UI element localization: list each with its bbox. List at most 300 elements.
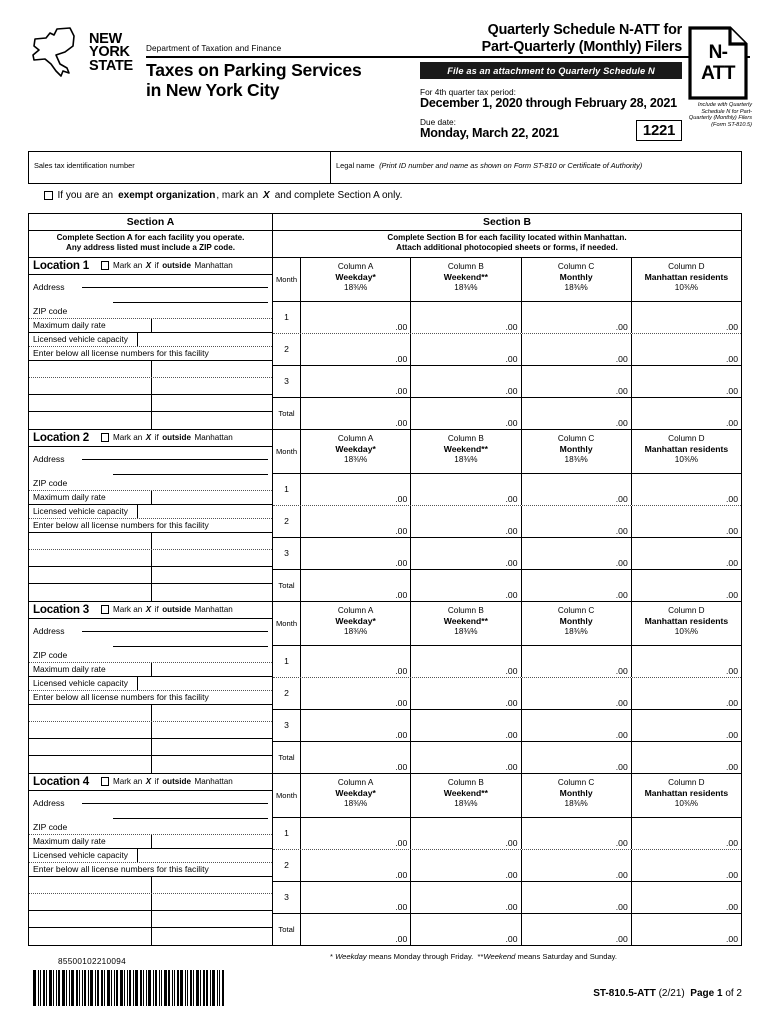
- column-name: Weekday*: [335, 615, 376, 626]
- mark-text-if: if: [154, 605, 159, 614]
- outside-manhattan-marker[interactable]: [101, 261, 233, 270]
- exempt-text-before: If you are an: [57, 190, 114, 201]
- amount-cell[interactable]: [632, 474, 741, 505]
- amount-cell[interactable]: [411, 850, 521, 881]
- amount-cell[interactable]: [522, 710, 632, 741]
- address-input-line-1[interactable]: [82, 803, 268, 804]
- exempt-text-mid: , mark an: [216, 190, 259, 201]
- mark-text-manhattan: Manhattan: [194, 261, 233, 270]
- amount-placeholder: .00: [395, 761, 408, 772]
- amount-placeholder: .00: [505, 761, 518, 772]
- legal-name-label: Legal name: [336, 161, 375, 170]
- logo-line-york: YORK: [89, 44, 130, 61]
- column-id: Column D: [668, 605, 705, 615]
- license-number-input-left[interactable]: [29, 533, 152, 549]
- amount-placeholder: .00: [615, 321, 628, 332]
- license-number-input-right[interactable]: [152, 412, 272, 429]
- column-tax-rate: 18⅜%: [344, 282, 368, 292]
- column-id: Column A: [337, 433, 374, 443]
- max-daily-rate-input[interactable]: [152, 491, 272, 504]
- amount-row: [273, 818, 741, 850]
- outside-manhattan-checkbox[interactable]: [101, 261, 110, 270]
- license-number-input-right[interactable]: [152, 877, 272, 893]
- location-title-row: [29, 258, 272, 275]
- amount-placeholder: .00: [615, 417, 628, 428]
- month-cell: 2: [273, 678, 301, 709]
- amount-cell[interactable]: [522, 818, 632, 849]
- amount-cell[interactable]: [301, 366, 411, 397]
- amount-row: [273, 474, 741, 506]
- month-cell: 2: [273, 334, 301, 365]
- amount-row: [273, 710, 741, 742]
- barcode-bar: [185, 970, 186, 1006]
- license-number-input-right[interactable]: [152, 722, 272, 738]
- license-number-input-left[interactable]: [29, 739, 152, 755]
- barcode-bar: [43, 970, 45, 1006]
- section-instructions-row: [29, 231, 741, 258]
- amount-cell[interactable]: [522, 678, 632, 709]
- amount-placeholder: .00: [505, 417, 518, 428]
- amount-cell[interactable]: [411, 302, 521, 333]
- amount-cell[interactable]: [522, 570, 632, 601]
- month-cell: 3: [273, 710, 301, 741]
- amount-placeholder: .00: [726, 525, 738, 536]
- license-number-input-left[interactable]: [29, 567, 152, 583]
- license-number-input-left[interactable]: [29, 361, 152, 377]
- license-number-input-left[interactable]: [29, 894, 152, 910]
- license-number-input-right[interactable]: [152, 894, 272, 910]
- exempt-bold-label: exempt organization: [118, 190, 216, 201]
- barcode-bar: [104, 970, 105, 1006]
- licensed-capacity-input[interactable]: [138, 505, 272, 518]
- barcode-bar: [174, 970, 175, 1006]
- amount-cell[interactable]: [411, 366, 521, 397]
- month-cell: 3: [273, 882, 301, 913]
- barcode-bar: [116, 970, 118, 1006]
- amount-cell[interactable]: [522, 334, 632, 365]
- barcode-bar: [46, 970, 47, 1006]
- location-block: [29, 774, 741, 945]
- mark-text-outside: outside: [162, 777, 191, 786]
- month-cell: 1: [273, 302, 301, 333]
- amount-cell[interactable]: [301, 850, 411, 881]
- address-input-line-2[interactable]: [113, 818, 268, 819]
- license-number-input-right[interactable]: [152, 705, 272, 721]
- outside-manhattan-marker[interactable]: [101, 777, 233, 786]
- outside-manhattan-marker[interactable]: [101, 433, 233, 442]
- amount-placeholder: .00: [615, 493, 628, 504]
- amount-placeholder: .00: [395, 869, 408, 880]
- mark-text-before: Mark an: [112, 433, 143, 442]
- amount-placeholder: .00: [615, 933, 628, 944]
- barcode-bar: [155, 970, 157, 1006]
- amount-cell[interactable]: [301, 302, 411, 333]
- max-daily-rate-label: Maximum daily rate: [29, 835, 152, 848]
- amount-cell[interactable]: [301, 710, 411, 741]
- barcode-bar: [53, 970, 54, 1006]
- column-header-row: [273, 258, 741, 302]
- amount-cell[interactable]: [632, 398, 741, 429]
- license-number-input-left[interactable]: [29, 756, 152, 773]
- amount-cell[interactable]: [411, 818, 521, 849]
- license-number-input-left[interactable]: [29, 550, 152, 566]
- address-input-line-1[interactable]: [82, 287, 268, 288]
- location-blocks-container: [29, 258, 741, 945]
- form-number-footer: [593, 988, 742, 999]
- mark-text-before: Mark an: [112, 777, 143, 786]
- amount-placeholder: .00: [615, 761, 628, 772]
- amount-cell[interactable]: [301, 742, 411, 773]
- address-input-line-1[interactable]: [82, 631, 268, 632]
- license-number-input-right[interactable]: [152, 550, 272, 566]
- amount-cell[interactable]: [301, 914, 411, 945]
- licensed-capacity-label: Licensed vehicle capacity: [29, 677, 138, 690]
- barcode-bar: [196, 970, 199, 1006]
- license-number-input-right[interactable]: [152, 756, 272, 773]
- amount-placeholder: .00: [505, 321, 518, 332]
- amount-cell[interactable]: [301, 474, 411, 505]
- barcode-bar: [219, 970, 220, 1006]
- license-number-input-right[interactable]: [152, 739, 272, 755]
- outside-manhattan-marker[interactable]: [101, 605, 233, 614]
- column-id: Column C: [557, 777, 595, 787]
- amount-cell[interactable]: [411, 398, 521, 429]
- column-footnotes: [330, 952, 617, 961]
- amount-cell[interactable]: [411, 474, 521, 505]
- outside-manhattan-checkbox[interactable]: [101, 777, 110, 786]
- amount-cell[interactable]: [301, 678, 411, 709]
- column-header-cell: [301, 602, 411, 645]
- amount-cell[interactable]: [522, 366, 632, 397]
- barcode-bar: [124, 970, 125, 1006]
- amount-cell[interactable]: [522, 914, 632, 945]
- license-number-input-left[interactable]: [29, 911, 152, 927]
- zip-code-row[interactable]: [29, 821, 272, 835]
- amount-cell[interactable]: [632, 302, 741, 333]
- address-row[interactable]: [29, 275, 272, 305]
- amount-cell[interactable]: [632, 334, 741, 365]
- month-cell: 3: [273, 538, 301, 569]
- page-total: of 2: [725, 988, 742, 999]
- amount-cell[interactable]: [632, 914, 741, 945]
- column-id: Column D: [668, 777, 705, 787]
- barcode-bar: [161, 970, 162, 1006]
- month-cell: 1: [273, 474, 301, 505]
- amount-cell[interactable]: [411, 882, 521, 913]
- column-header-row: [273, 774, 741, 818]
- license-numbers-header: [29, 519, 272, 533]
- amount-cell[interactable]: [522, 850, 632, 881]
- license-numbers-header: [29, 863, 272, 877]
- month-column-label: Month: [273, 430, 301, 473]
- barcode-bar: [88, 970, 89, 1006]
- attachment-banner: File as an attachment to Quarterly Schedule N: [420, 62, 682, 79]
- amount-placeholder: .00: [395, 589, 408, 600]
- amount-cell[interactable]: [301, 398, 411, 429]
- barcode-bar: [62, 970, 65, 1006]
- license-numbers-header: [29, 347, 272, 361]
- amount-placeholder: .00: [505, 869, 518, 880]
- license-number-input-left[interactable]: [29, 395, 152, 411]
- amount-placeholder: .00: [726, 589, 738, 600]
- amount-cell[interactable]: [632, 818, 741, 849]
- sales-tax-id-field[interactable]: [29, 152, 331, 183]
- license-number-row: [29, 567, 272, 584]
- max-daily-rate-label: Maximum daily rate: [29, 319, 152, 332]
- zip-code-row[interactable]: [29, 305, 272, 319]
- amount-placeholder: .00: [726, 697, 738, 708]
- section-b-location-panel: [273, 602, 741, 773]
- license-number-input-right[interactable]: [152, 378, 272, 394]
- amount-placeholder: .00: [615, 525, 628, 536]
- amount-cell[interactable]: [632, 710, 741, 741]
- amount-cell[interactable]: [301, 818, 411, 849]
- sales-tax-id-label: Sales tax identification number: [34, 161, 135, 170]
- license-number-input-right[interactable]: [152, 928, 272, 945]
- column-tax-rate: 18⅜%: [454, 626, 478, 636]
- amount-cell[interactable]: [632, 850, 741, 881]
- mark-text-manhattan: Manhattan: [194, 605, 233, 614]
- barcode-bar: [168, 970, 170, 1006]
- section-a-instructions: [29, 231, 273, 257]
- barcode-bar: [90, 970, 93, 1006]
- license-number-input-right[interactable]: [152, 567, 272, 583]
- amount-row: [273, 302, 741, 334]
- address-label: Address: [33, 453, 65, 464]
- amount-placeholder: .00: [395, 353, 408, 364]
- amount-cell[interactable]: [301, 334, 411, 365]
- amount-cell[interactable]: [632, 538, 741, 569]
- license-number-row: [29, 705, 272, 722]
- amount-cell[interactable]: [411, 646, 521, 677]
- amount-cell[interactable]: [632, 742, 741, 773]
- amount-cell[interactable]: [411, 538, 521, 569]
- column-tax-rate: 18⅜%: [454, 454, 478, 464]
- column-id: Column C: [557, 261, 595, 271]
- amount-cell[interactable]: [632, 646, 741, 677]
- amount-cell[interactable]: [632, 366, 741, 397]
- max-daily-rate-input[interactable]: [152, 835, 272, 848]
- section-b-instructions: [273, 231, 741, 257]
- taxpayer-identification-row: [28, 151, 742, 184]
- license-number-row: [29, 739, 272, 756]
- mark-text-manhattan: Manhattan: [194, 777, 233, 786]
- section-b-location-panel: [273, 430, 741, 601]
- license-number-input-right[interactable]: [152, 584, 272, 601]
- section-a-location-panel: [29, 430, 273, 601]
- amount-cell[interactable]: [522, 474, 632, 505]
- month-cell: 1: [273, 818, 301, 849]
- exempt-text-after: and complete Section A only.: [274, 190, 403, 201]
- amount-cell[interactable]: [632, 570, 741, 601]
- license-number-input-left[interactable]: [29, 412, 152, 429]
- column-tax-rate: 18⅜%: [564, 798, 588, 808]
- column-id: Column A: [337, 261, 374, 271]
- licensed-capacity-label: Licensed vehicle capacity: [29, 849, 138, 862]
- license-number-input-left[interactable]: [29, 877, 152, 893]
- amount-cell[interactable]: [632, 678, 741, 709]
- address-input-line-2[interactable]: [113, 646, 268, 647]
- amount-placeholder: .00: [615, 837, 628, 848]
- amount-placeholder: .00: [505, 557, 518, 568]
- ny-logo-wordmark: [89, 30, 133, 74]
- amount-cell[interactable]: [522, 302, 632, 333]
- amount-cell[interactable]: [522, 742, 632, 773]
- amount-cell[interactable]: [522, 882, 632, 913]
- amount-placeholder: .00: [395, 557, 408, 568]
- section-b-location-panel: [273, 774, 741, 945]
- amount-cell[interactable]: [411, 334, 521, 365]
- amount-cell[interactable]: [522, 398, 632, 429]
- location-title: Location 3: [33, 603, 89, 616]
- location-block: [29, 602, 741, 774]
- barcode-bar: [129, 970, 131, 1006]
- month-column-label: Month: [273, 258, 301, 301]
- schedule-title-line-1: Quarterly Schedule N-ATT for: [487, 22, 682, 38]
- licensed-capacity-input[interactable]: [138, 333, 272, 346]
- legal-name-hint: (Print ID number and name as shown on Form ST-810 or Certificate of Authority): [379, 161, 643, 170]
- amount-cell[interactable]: [411, 506, 521, 537]
- barcode-bar: [114, 970, 115, 1006]
- exempt-organization-checkbox[interactable]: [44, 191, 53, 200]
- column-name: Weekend**: [443, 271, 488, 282]
- legal-name-field[interactable]: [331, 152, 741, 183]
- amount-placeholder: .00: [615, 869, 628, 880]
- barcode-bar: [84, 970, 86, 1006]
- barcode-bar: [56, 970, 57, 1006]
- address-input-line-1[interactable]: [82, 459, 268, 460]
- section-a-instruction-1: Complete Section A for each facility you operate.: [56, 232, 245, 242]
- amount-cell[interactable]: [522, 506, 632, 537]
- tax-period-label: For 4th quarter tax period:: [420, 87, 516, 97]
- license-number-input-left[interactable]: [29, 722, 152, 738]
- amount-cell[interactable]: [411, 570, 521, 601]
- license-number-input-left[interactable]: [29, 584, 152, 601]
- licensed-capacity-label: Licensed vehicle capacity: [29, 505, 138, 518]
- column-tax-rate: 18⅜%: [454, 282, 478, 292]
- column-name: Weekend**: [443, 615, 488, 626]
- natt-line-1: N-: [708, 42, 728, 63]
- amount-cell[interactable]: [301, 506, 411, 537]
- amount-cell[interactable]: [632, 882, 741, 913]
- zip-code-row[interactable]: [29, 649, 272, 663]
- amount-placeholder: .00: [505, 837, 518, 848]
- barcode-bar: [153, 970, 154, 1006]
- max-daily-rate-input[interactable]: [152, 663, 272, 676]
- column-header-cell: [522, 258, 632, 301]
- barcode-bar: [217, 970, 218, 1006]
- schedule-title-line-2: Part-Quarterly (Monthly) Filers: [481, 38, 682, 55]
- mark-x-label: X: [145, 261, 152, 270]
- amount-cell[interactable]: [411, 914, 521, 945]
- address-row[interactable]: [29, 619, 272, 649]
- amount-placeholder: .00: [395, 697, 408, 708]
- license-number-row: [29, 877, 272, 894]
- address-input-line-2[interactable]: [113, 474, 268, 475]
- address-input-line-2[interactable]: [113, 302, 268, 303]
- natt-line-2: ATT: [701, 63, 735, 84]
- outside-manhattan-checkbox[interactable]: [101, 433, 110, 442]
- column-tax-rate: 10⅜%: [674, 454, 698, 464]
- column-id: Column B: [447, 605, 484, 615]
- section-b-title: Section B: [483, 216, 531, 228]
- license-numbers-label: Enter below all license numbers for this facility: [33, 691, 209, 702]
- license-number-input-left[interactable]: [29, 705, 152, 721]
- form-number: ST-810.5-ATT: [593, 988, 656, 999]
- amount-cell[interactable]: [301, 646, 411, 677]
- barcode-bar: [40, 970, 41, 1006]
- new-york-state-logo: [30, 22, 145, 84]
- column-tax-rate: 18⅜%: [564, 454, 588, 464]
- amount-placeholder: .00: [726, 321, 738, 332]
- month-cell: Total: [273, 398, 301, 429]
- barcode-bar: [187, 970, 188, 1006]
- amount-cell[interactable]: [301, 570, 411, 601]
- period-code-box: 1221: [636, 120, 682, 141]
- amount-placeholder: .00: [505, 493, 518, 504]
- barcode-bar: [69, 970, 70, 1006]
- column-header-row: [273, 602, 741, 646]
- zip-code-label: ZIP code: [33, 477, 68, 488]
- amount-row: [273, 850, 741, 882]
- max-daily-rate-input[interactable]: [152, 319, 272, 332]
- license-number-row: [29, 378, 272, 395]
- exempt-organization-row[interactable]: [44, 190, 402, 201]
- license-number-row: [29, 756, 272, 773]
- barcode-bar: [101, 970, 103, 1006]
- license-number-input-right[interactable]: [152, 361, 272, 377]
- licensed-capacity-input[interactable]: [138, 849, 272, 862]
- amount-placeholder: .00: [615, 557, 628, 568]
- header-divider-rule: [146, 56, 750, 58]
- location-block: [29, 430, 741, 602]
- amount-cell[interactable]: [411, 678, 521, 709]
- amount-cell[interactable]: [522, 646, 632, 677]
- amount-cell[interactable]: [301, 882, 411, 913]
- licensed-capacity-input[interactable]: [138, 677, 272, 690]
- amount-cell[interactable]: [632, 506, 741, 537]
- license-number-input-left[interactable]: [29, 928, 152, 945]
- amount-cell[interactable]: [301, 538, 411, 569]
- mark-text-manhattan: Manhattan: [194, 433, 233, 442]
- license-number-input-right[interactable]: [152, 911, 272, 927]
- license-number-input-right[interactable]: [152, 533, 272, 549]
- barcode-bar: [203, 970, 205, 1006]
- amount-placeholder: .00: [726, 901, 738, 912]
- amount-cell[interactable]: [522, 538, 632, 569]
- section-a-location-panel: [29, 602, 273, 773]
- due-date-value: Monday, March 22, 2021: [420, 126, 559, 140]
- barcode-bar: [58, 970, 60, 1006]
- barcode-bar: [127, 970, 128, 1006]
- month-cell: 2: [273, 506, 301, 537]
- license-number-row: [29, 550, 272, 567]
- amount-placeholder: .00: [505, 901, 518, 912]
- address-row[interactable]: [29, 791, 272, 821]
- month-cell: Total: [273, 914, 301, 945]
- barcode-bar: [140, 970, 142, 1006]
- barcode-bar: [190, 970, 192, 1006]
- license-number-input-right[interactable]: [152, 395, 272, 411]
- amount-cell[interactable]: [411, 742, 521, 773]
- amount-cell[interactable]: [411, 710, 521, 741]
- license-number-input-left[interactable]: [29, 378, 152, 394]
- barcode-bar: [97, 970, 99, 1006]
- address-row[interactable]: [29, 447, 272, 477]
- outside-manhattan-checkbox[interactable]: [101, 605, 110, 614]
- zip-code-row[interactable]: [29, 477, 272, 491]
- zip-code-label: ZIP code: [33, 649, 68, 660]
